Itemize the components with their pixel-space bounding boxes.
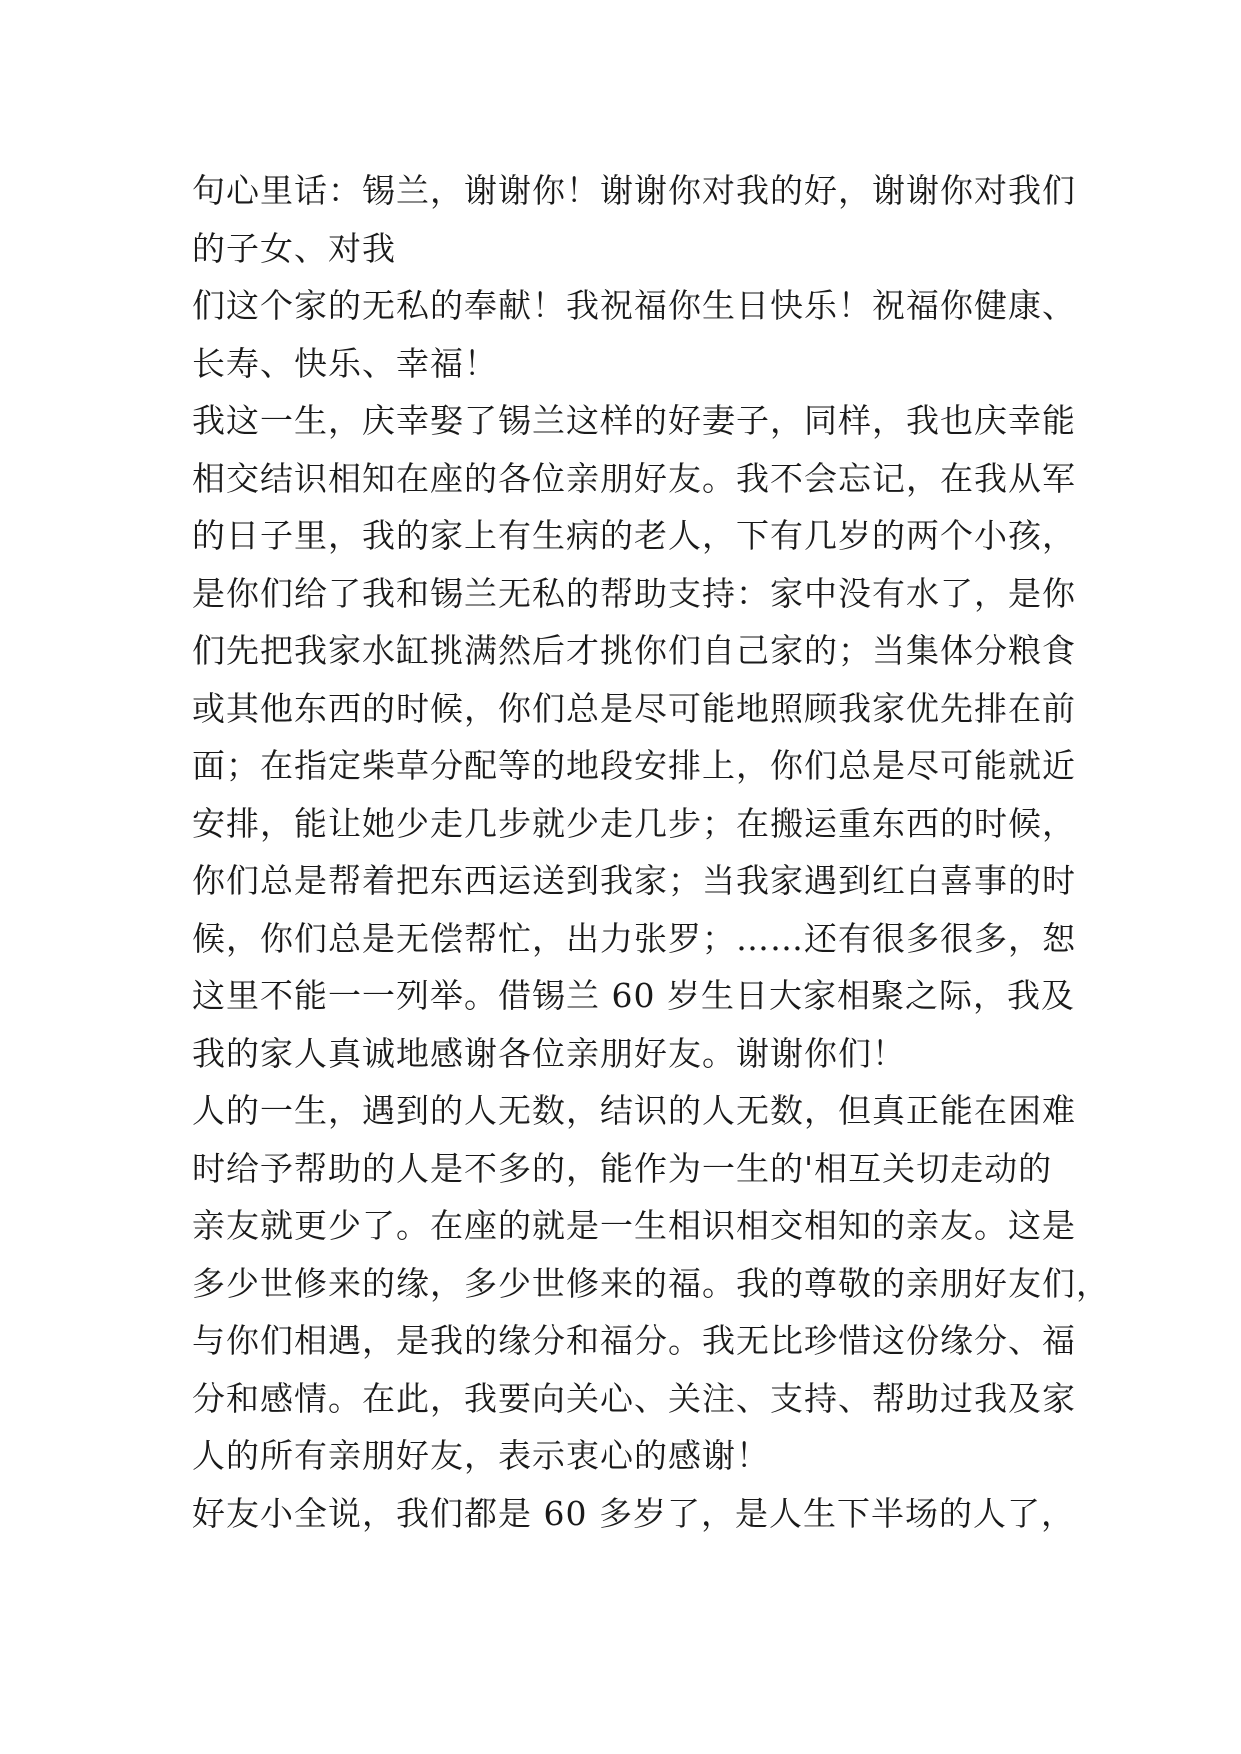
text-line: 安排，能让她少走几步就少走几步；在搬运重东西的时候， — [192, 803, 1076, 843]
text-line: 候，你们总是无偿帮忙，出力张罗；……还有很多很多，恕 — [192, 918, 1076, 958]
text-line: 相交结识相知在座的各位亲朋好友。我不会忘记，在我从军 — [192, 458, 1076, 498]
text-line: 与你们相遇，是我的缘分和福分。我无比珍惜这份缘分、福 — [192, 1321, 1076, 1360]
text-line: 长寿、快乐、幸福！ — [192, 343, 498, 383]
text-line: 你们总是帮着把东西运送到我家；当我家遇到红白喜事的时 — [192, 861, 1076, 900]
text-line: 好友小全说，我们都是 60 多岁了，是人生下半场的人了， — [192, 1493, 1075, 1533]
text-line: 时给予帮助的人是不多的，能作为一生的'相互关切走动的 — [192, 1148, 1053, 1188]
document-body — [192, 162, 1110, 1542]
text-line: 们先把我家水缸挑满然后才挑你们自己家的；当集体分粮食 — [192, 631, 1076, 670]
text-line: 亲友就更少了。在座的就是一生相识相交相知的亲友。这是 — [192, 1206, 1076, 1245]
text-line: 面；在指定柴草分配等的地段安排上，你们总是尽可能就近 — [192, 746, 1076, 785]
text-line: 们这个家的无私的奉献！我祝福你生日快乐！祝福你健康、 — [192, 286, 1076, 325]
text-line: 人的所有亲朋好友，表示衷心的感谢！ — [192, 1436, 770, 1475]
text-line: 我的家人真诚地感谢各位亲朋好友。谢谢你们！ — [192, 1033, 906, 1073]
text-line: 我这一生，庆幸娶了锡兰这样的好妻子，同样，我也庆幸能 — [192, 401, 1076, 440]
text-line: 这里不能一一列举。借锡兰 60 岁生日大家相聚之际，我及 — [192, 976, 1075, 1015]
text-line: 是你们给了我和锡兰无私的帮助支持：家中没有水了，是你 — [192, 573, 1076, 613]
text-line: 的日子里，我的家上有生病的老人，下有几岁的两个小孩， — [192, 516, 1076, 555]
text-line: 分和感情。在此，我要向关心、关注、支持、帮助过我及家 — [192, 1378, 1076, 1418]
text-line: 的子女、对我 — [192, 228, 396, 268]
text-line: 或其他东西的时候，你们总是尽可能地照顾我家优先排在前 — [192, 688, 1076, 728]
text-line: 人的一生，遇到的人无数，结识的人无数，但真正能在困难 — [192, 1091, 1076, 1130]
text-line: 句心里话：锡兰，谢谢你！谢谢你对我的好，谢谢你对我们 — [192, 171, 1076, 210]
text-line: 多少世修来的缘，多少世修来的福。我的尊敬的亲朋好友们， — [192, 1263, 1110, 1303]
